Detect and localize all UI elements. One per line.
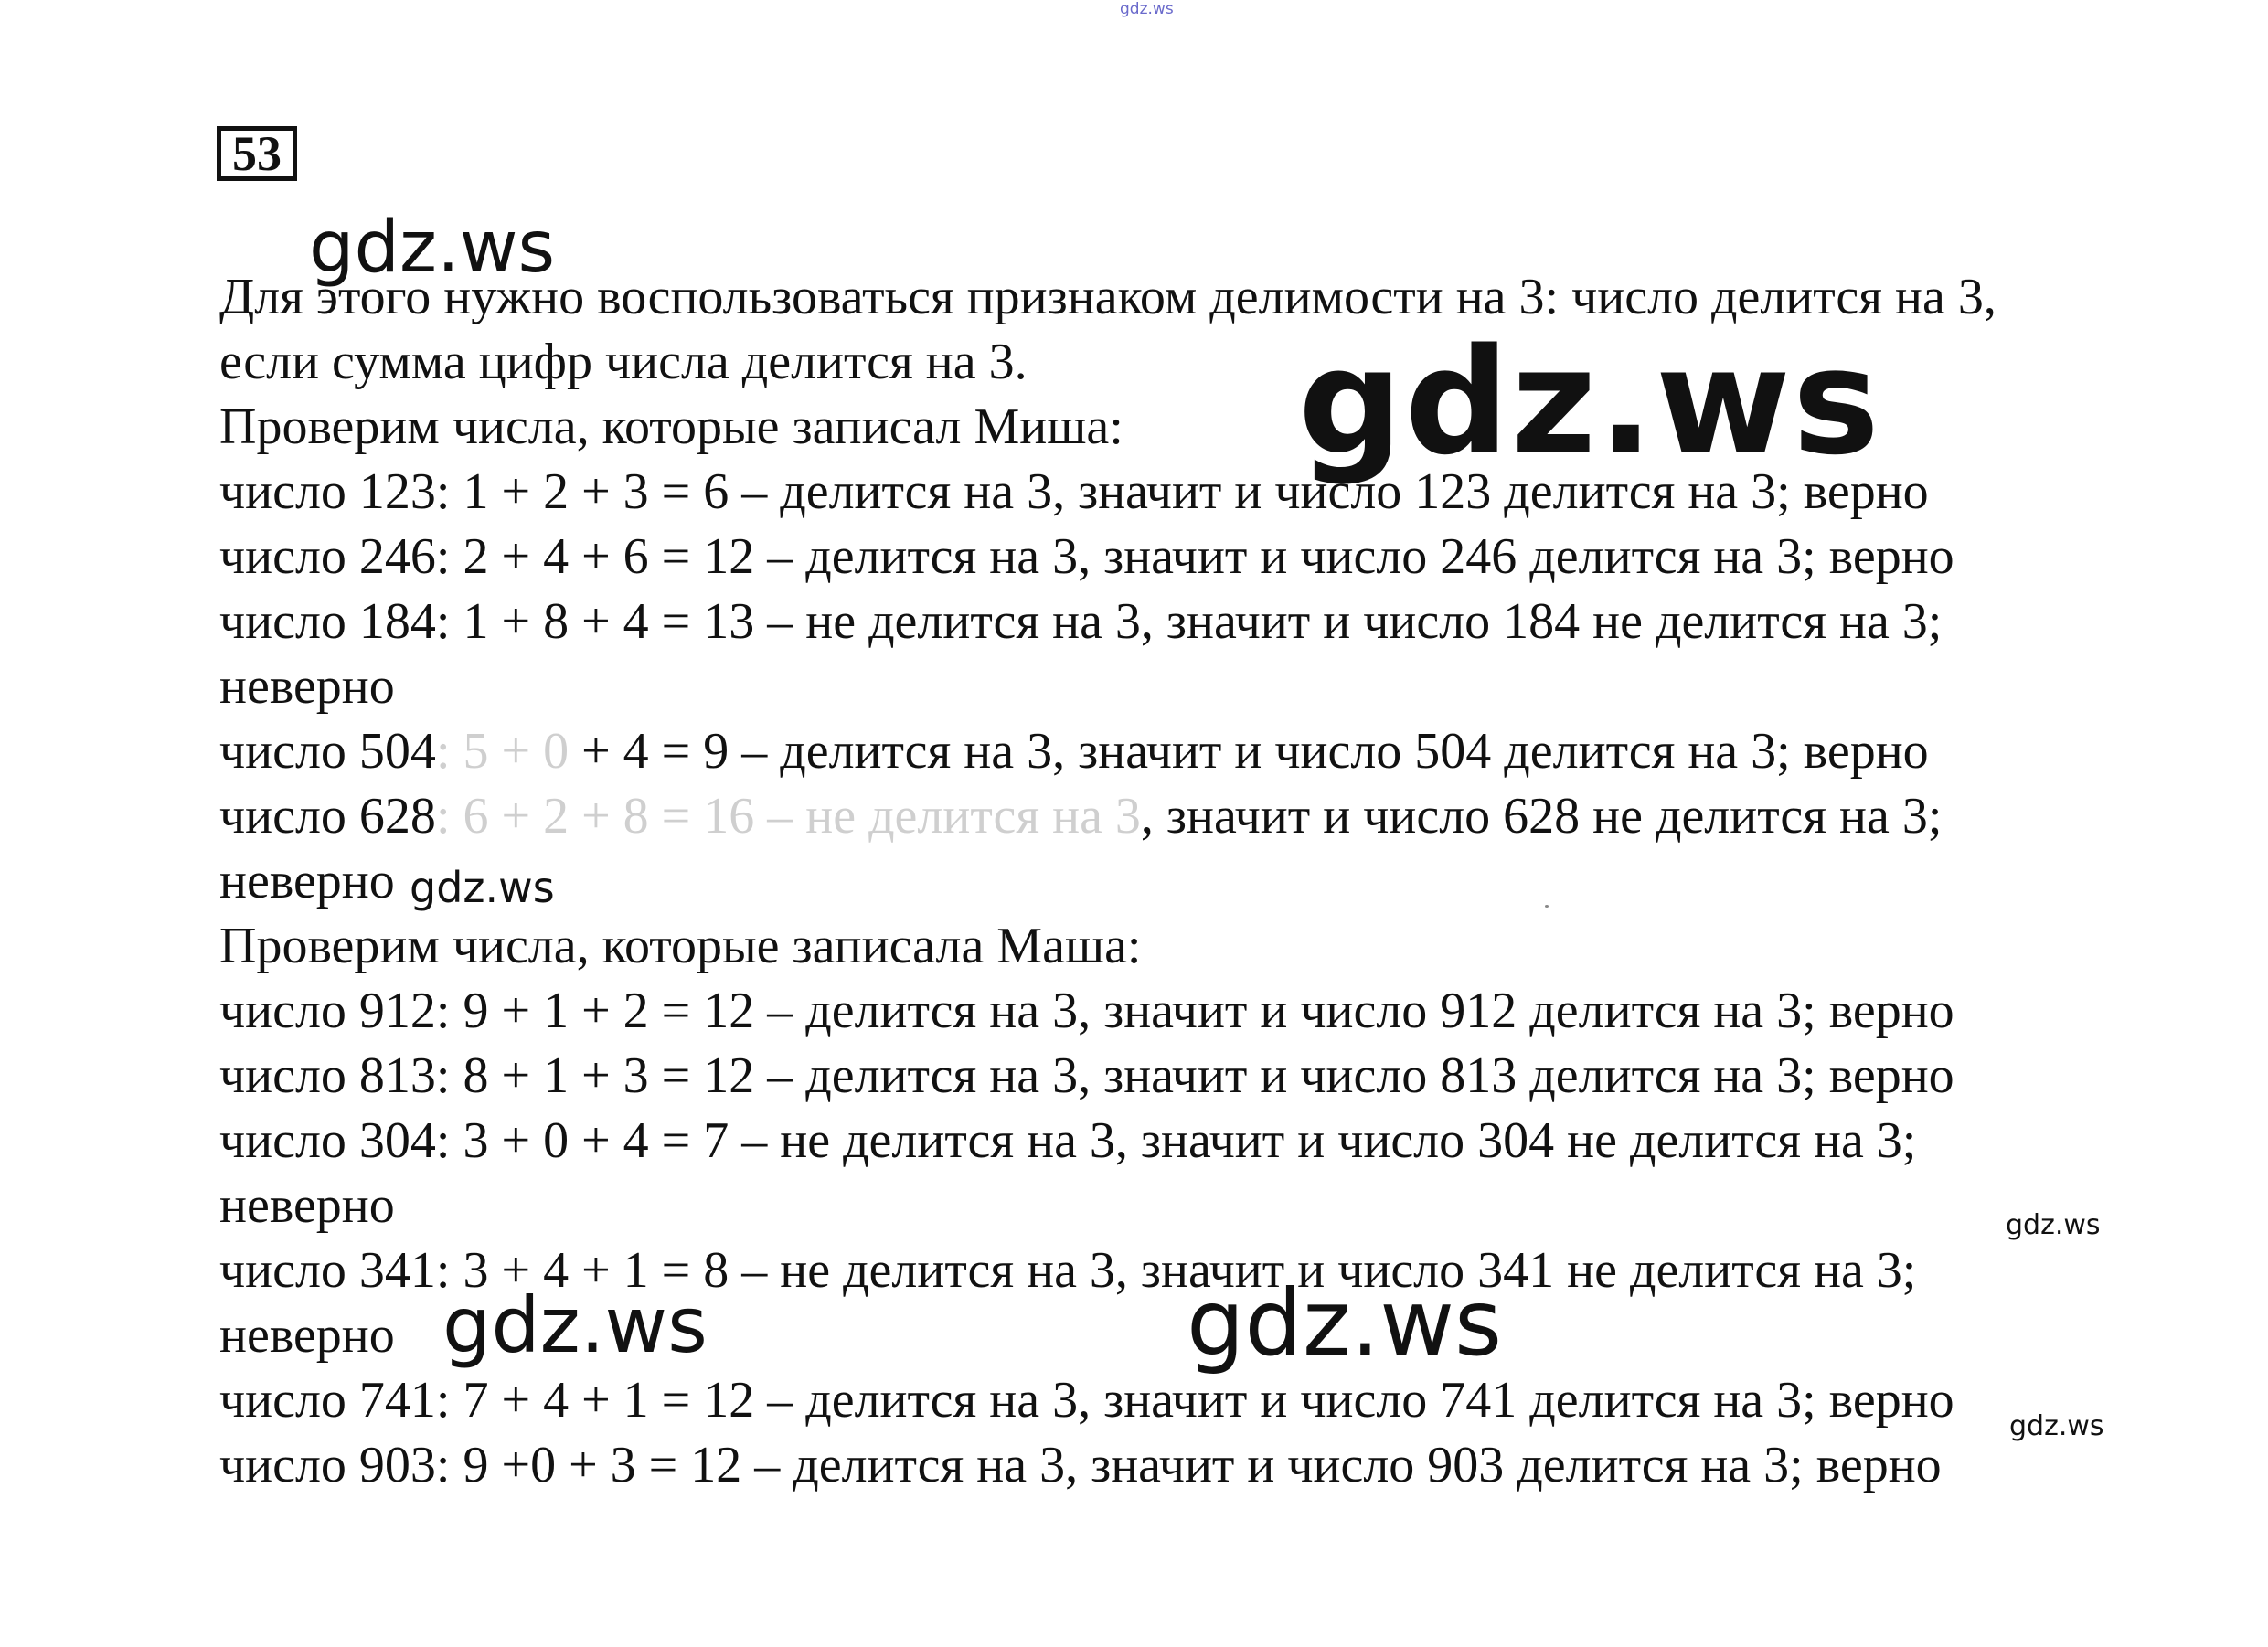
watermark: gdz.ws — [410, 863, 555, 912]
text-line: число 123: 1 + 2 + 3 = 6 – делится на 3, значит и число 123 делится на 3; верно — [219, 463, 1929, 520]
text-line: неверно — [219, 1177, 395, 1234]
text-line: число 304: 3 + 0 + 4 = 7 – не делится на 3, значит и число 304 не делится на 3; — [219, 1112, 1917, 1169]
text-line: неверно — [219, 1307, 395, 1364]
text-line: Проверим числа, которые записал Миша: — [219, 398, 1123, 455]
faded-text-segment: : 5 + 0 — [435, 723, 570, 780]
watermark-large: gdz.ws — [1298, 316, 1882, 487]
text-line: Для этого нужно воспользоваться признаком делимости на 3: число делится на 3, — [219, 269, 1996, 325]
text-line: Проверим числа, которые записала Маша: — [219, 918, 1142, 974]
text-line — [219, 719, 2212, 784]
text-line: если сумма цифр числа делится на 3. — [219, 334, 1028, 390]
watermark: gdz.ws — [1187, 1270, 1503, 1376]
speck — [1545, 905, 1549, 908]
text-line: число 912: 9 + 1 + 2 = 12 – делится на 3, значит и число 912 делится на 3; верно — [219, 983, 1954, 1039]
text-line: неверно — [219, 658, 395, 715]
text-segment: число 504 — [219, 723, 436, 780]
text-line: неверно — [219, 853, 395, 909]
task-number-box — [217, 126, 297, 181]
text-line: число 341: 3 + 4 + 1 = 8 – не делится на 3, значит и число 341 не делится на 3; — [219, 1242, 1917, 1299]
task-number: 53 — [232, 126, 282, 181]
watermark-small: gdz.ws — [2009, 1410, 2104, 1442]
text-segment: + 4 = 9 – делится на 3, значит и число 504 делится на 3; верно — [569, 723, 1929, 780]
faded-text-segment: : 6 + 2 + 8 = 16 – не делится на 3 — [435, 788, 1141, 845]
watermark: gdz.ws — [442, 1280, 708, 1370]
text-line: число 184: 1 + 8 + 4 = 13 – не делится на 3, значит и число 184 не делится на 3; — [219, 593, 1943, 650]
text-segment: число 628 — [219, 788, 436, 845]
text-line: число 246: 2 + 4 + 6 = 12 – делится на 3, значит и число 246 делится на 3; верно — [219, 528, 1954, 585]
watermark: gdz.ws — [309, 207, 556, 289]
text-line: число 741: 7 + 4 + 1 = 12 – делится на 3, значит и число 741 делится на 3; верно — [219, 1372, 1954, 1429]
text-line: число 903: 9 +0 + 3 = 12 – делится на 3, значит и число 903 делится на 3; верно — [219, 1437, 1942, 1493]
watermark-small: gdz.ws — [2006, 1209, 2101, 1241]
text-line: число 813: 8 + 1 + 3 = 12 – делится на 3, значит и число 813 делится на 3; верно — [219, 1047, 1954, 1104]
text-segment: , значит и число 628 не делится на 3; — [1140, 788, 1943, 845]
text-line — [219, 784, 2212, 849]
watermark-top: gdz.ws — [1120, 0, 1174, 18]
